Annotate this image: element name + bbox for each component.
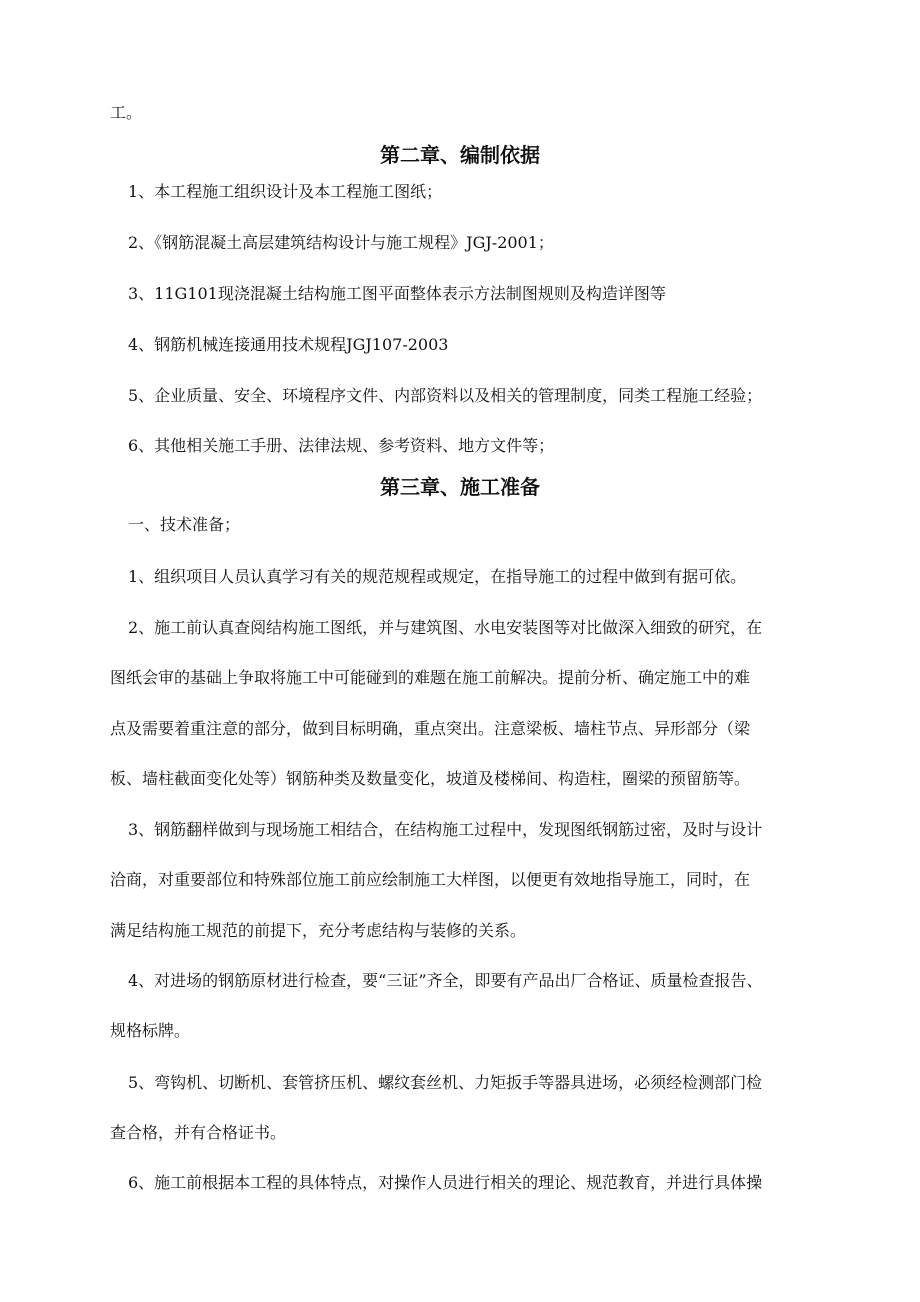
chapter-2-heading: 第二章、编制依据 xyxy=(380,143,540,167)
prep-paragraph-5-line-2: 查合格，并有合格证书。 xyxy=(110,1123,287,1142)
basis-item-1: 1、本工程施工组织设计及本工程施工图纸； xyxy=(128,182,443,201)
basis-item-4: 4、钢筋机械连接通用技术规程JGJ107-2003 xyxy=(128,335,449,354)
prep-paragraph-3-line-3: 满足结构施工规范的前提下，充分考虑结构与装修的关系。 xyxy=(110,921,527,940)
prep-paragraph-4-line-1: 4、对进场的钢筋原材进行检查，要“三证”齐全，即要有产品出厂合格证、质量检查报告、 xyxy=(128,971,763,990)
basis-item-2: 2、《钢筋混凝土高层建筑结构设计与施工规程》JGJ-2001； xyxy=(128,233,554,252)
chapter-3-heading: 第三章、施工准备 xyxy=(380,475,540,499)
paragraph-fragment: 工。 xyxy=(110,103,143,122)
prep-paragraph-3-line-1: 3、钢筋翻样做到与现场施工相结合，在结构施工过程中，发现图纸钢筋过密，及时与设计 xyxy=(128,820,763,839)
prep-paragraph-4-line-2: 规格标牌。 xyxy=(110,1021,191,1040)
basis-item-5: 5、企业质量、安全、环境程序文件、内部资料以及相关的管理制度，同类工程施工经验； xyxy=(128,386,763,405)
prep-paragraph-2-line-1: 2、施工前认真查阅结构施工图纸，并与建筑图、水电安装图等对比做深入细致的研究，在 xyxy=(128,618,763,637)
prep-paragraph-2-line-2: 图纸会审的基础上争取将施工中可能碰到的难题在施工前解决。提前分析、确定施工中的难 xyxy=(110,668,751,687)
prep-paragraph-2-line-3: 点及需要着重注意的部分，做到目标明确，重点突出。注意梁板、墙柱节点、异形部分（梁 xyxy=(110,719,751,738)
basis-item-6: 6、其他相关施工手册、法律法规、参考资料、地方文件等； xyxy=(128,436,555,455)
prep-paragraph-6-line-1: 6、施工前根据本工程的具体特点，对操作人员进行相关的理论、规范教育，并进行具体操 xyxy=(128,1173,763,1192)
basis-item-3: 3、11G101现浇混凝土结构施工图平面整体表示方法制图规则及构造详图等 xyxy=(128,284,666,303)
prep-paragraph-2-line-4: 板、墙柱截面变化处等）钢筋种类及数量变化，坡道及楼梯间、构造柱，圈梁的预留筋等。 xyxy=(110,769,751,788)
prep-paragraph-5-line-1: 5、弯钩机、切断机、套管挤压机、螺纹套丝机、力矩扳手等器具进场，必须经检测部门检 xyxy=(128,1073,763,1092)
section-subtitle: 一、技术准备； xyxy=(128,515,241,534)
prep-paragraph-1: 1、组织项目人员认真学习有关的规范规程或规定，在指导施工的过程中做到有据可依。 xyxy=(128,567,747,586)
prep-paragraph-3-line-2: 洽商，对重要部位和特殊部位施工前应绘制施工大样图，以便更有效地指导施工，同时，在 xyxy=(110,870,751,889)
